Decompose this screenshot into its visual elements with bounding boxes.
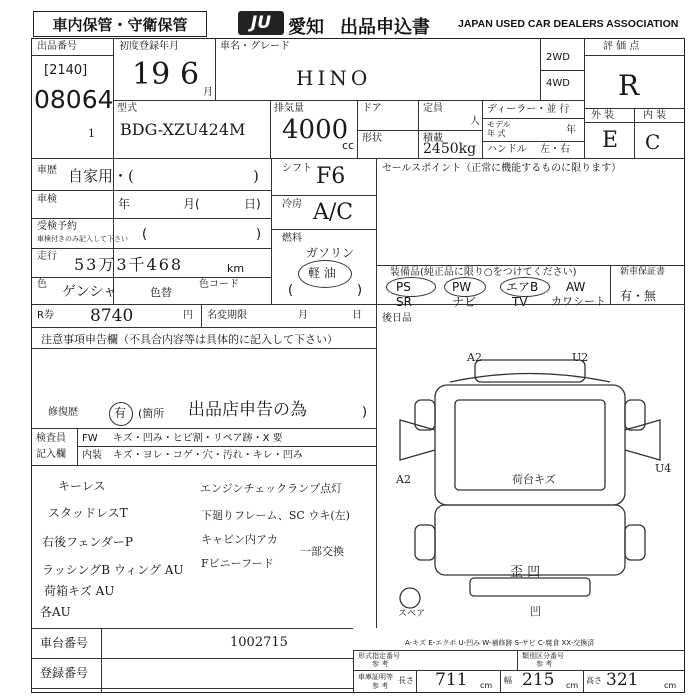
equip-leather[interactable]: カワシート xyxy=(551,295,606,308)
fuel-value: ガソリン xyxy=(306,246,355,260)
load-value: 2450kg xyxy=(423,141,477,157)
remark-4: ラッシングB ウィング AU xyxy=(42,563,184,577)
lot-code: [2140] xyxy=(44,63,88,78)
remark-10: Fビニーフード xyxy=(201,557,274,570)
airbag-circle xyxy=(500,277,550,297)
name-change-day: 日 xyxy=(352,310,362,321)
assoc-name: JAPAN USED CAR DEALERS ASSOCIATION xyxy=(458,18,679,30)
mileage-unit: km xyxy=(227,262,245,275)
lot-number: 08064 xyxy=(34,85,114,114)
year-unit: 年 xyxy=(566,125,576,136)
diag-label-bottom: 凹 xyxy=(530,605,541,618)
displacement-value: 4000 xyxy=(282,115,349,145)
dims-label: 車庫証明等 xyxy=(358,673,393,681)
inspector-fw: FW xyxy=(82,433,98,444)
logo-text: JU xyxy=(250,13,272,33)
remark-8: 下廻りフレーム、SC ウキ(左) xyxy=(201,509,350,522)
inspection-month: 月( xyxy=(183,197,200,211)
exterior-value: E xyxy=(602,128,619,153)
repair-label: 修復歴 xyxy=(48,407,78,418)
repair-location-label: (箇所 xyxy=(138,407,165,420)
class-spec-ref: 参 考 xyxy=(536,660,553,668)
remark-6: 各AU xyxy=(40,605,71,619)
fuel-value-2: 軽 油 xyxy=(308,266,336,280)
height-label: 高さ xyxy=(586,676,602,685)
fuel-diesel-circle xyxy=(298,260,352,288)
fuel-close: ) xyxy=(357,283,363,298)
color-value: ゲンシャ xyxy=(62,284,118,300)
shape-spec-ref: 参 考 xyxy=(372,660,389,668)
diag-label-top-left: A2 xyxy=(467,351,482,364)
length-label: 長さ xyxy=(398,676,414,685)
chassis-value: 1002715 xyxy=(230,635,288,650)
rating-label: 評 価 点 xyxy=(603,41,640,52)
repair-location-value: 出品店申告の為 xyxy=(188,400,307,420)
diag-spare-label: スペア xyxy=(398,609,426,619)
recycle-value: 8740 xyxy=(90,306,134,326)
repair-answer: 有 xyxy=(114,406,127,420)
reg-number-label: 登録番号 xyxy=(40,666,89,680)
repair-close: ) xyxy=(362,405,368,420)
equip-tv[interactable]: TV xyxy=(512,295,528,309)
acceptance-label: 受検予約 xyxy=(37,221,77,232)
storage-label: 車内保管・守衛保管 xyxy=(52,15,188,34)
interior-value: C xyxy=(645,130,661,154)
diag-label-right: U4 xyxy=(655,462,672,475)
shift-label: シフト xyxy=(282,163,312,174)
sales-point-label: セールスポイント（正常に機能するものに限ります） xyxy=(382,163,622,174)
shape-label: 形状 xyxy=(362,133,382,144)
equip-airbag[interactable]: エアB xyxy=(506,280,539,294)
name-change-month: 月 xyxy=(298,310,308,321)
org-name: 愛知 xyxy=(288,17,324,38)
mileage-label: 走行 xyxy=(37,251,57,262)
shift-value: F6 xyxy=(316,164,346,189)
drive-2wd[interactable]: 2WD xyxy=(546,52,570,63)
recycle-label: R券 xyxy=(37,310,54,321)
inspector-label: 検査員 xyxy=(36,433,66,444)
equip-pw[interactable]: PW xyxy=(452,280,472,294)
capacity-unit: 人 xyxy=(470,116,480,127)
equip-ps[interactable]: PS xyxy=(396,280,411,294)
warranty-label: 新車保証書 xyxy=(620,267,666,277)
remark-note: 一部交換 xyxy=(300,545,344,558)
inspection-day: 日) xyxy=(244,197,261,211)
remark-3: 右後フェンダーP xyxy=(42,535,133,549)
doors-label: ドア xyxy=(362,103,382,114)
inspection-year: 年 xyxy=(118,197,131,211)
ju-logo xyxy=(238,11,284,35)
first-reg-label: 初度登録年月 xyxy=(119,41,179,52)
capacity-label: 定員 xyxy=(423,103,443,114)
handle-options[interactable]: 左・右 xyxy=(540,144,570,155)
ps-circle xyxy=(386,277,436,297)
first-reg-month: 6 xyxy=(180,57,200,92)
storage-label-box xyxy=(33,11,207,37)
length-value: 711 xyxy=(435,670,468,690)
diag-label-left: A2 xyxy=(396,473,411,486)
car-name-value: HINO xyxy=(296,66,372,90)
shape-spec-label: 形式指定番号 xyxy=(358,652,400,660)
recycle-unit: 円 xyxy=(183,310,193,321)
dims-ref: 参 考 xyxy=(372,682,389,690)
handle-label: ハンドル xyxy=(487,144,527,155)
ac-value: A/C xyxy=(313,200,354,225)
rating-value: R xyxy=(618,69,640,102)
drive-4wd[interactable]: 4WD xyxy=(546,78,570,89)
class-spec-label: 類別区分番号 xyxy=(522,652,564,660)
acceptance-close: ) xyxy=(256,227,262,242)
color-change: 色替 xyxy=(150,286,172,299)
model-label: 型式 xyxy=(117,103,137,114)
color-label: 色 xyxy=(37,279,47,290)
remark-5: 荷箱キズ AU xyxy=(44,584,115,598)
inspection-label: 車検 xyxy=(37,194,57,205)
interior-label: 内 装 xyxy=(643,110,667,121)
inspector-label-2: 記入欄 xyxy=(36,449,66,460)
remark-2: スタッドレスT xyxy=(48,506,128,520)
acceptance-open: ( xyxy=(142,227,148,242)
acceptance-note: 車検付きのみ記入して下さい xyxy=(37,235,128,243)
history-close: ) xyxy=(253,167,259,185)
displacement-label: 排気量 xyxy=(274,103,304,114)
equip-aw[interactable]: AW xyxy=(566,280,586,294)
diag-label-lower-center: 歪 凹 xyxy=(510,565,541,580)
inspector-items-1: キズ・凹み・ヒビ割・リペア跡・X 要 xyxy=(113,433,283,444)
history-value: 自家用・( xyxy=(68,167,134,185)
first-reg-month-unit: 月 xyxy=(203,87,213,98)
load-label: 積載 xyxy=(423,133,443,144)
name-change-label: 名変期限 xyxy=(207,310,247,321)
equip-navi[interactable]: ナビ xyxy=(452,295,477,309)
width-value: 215 xyxy=(522,670,555,690)
chassis-label: 車台番号 xyxy=(40,636,89,650)
warranty-options[interactable]: 有・無 xyxy=(620,289,657,303)
diag-label-top-right: U2 xyxy=(572,351,589,364)
displacement-unit: cc xyxy=(342,139,355,152)
dealer-label: ディーラー・並 行 xyxy=(487,104,570,115)
ac-label: 冷房 xyxy=(282,199,302,210)
remark-1: キーレス xyxy=(58,479,106,493)
width-unit: cm xyxy=(566,681,579,690)
memo-label: 後日品 xyxy=(382,313,412,324)
exterior-label: 外 装 xyxy=(591,110,615,121)
fuel-open: ( xyxy=(288,283,294,298)
equip-sr[interactable]: SR xyxy=(396,295,412,309)
history-label: 車歴 xyxy=(37,165,57,176)
notes-label: 注意事項申告欄（不具合内容等は具体的に記入して下さい） xyxy=(41,333,338,346)
lot-tick: 1 xyxy=(88,127,95,140)
inspector-interior: 内装 xyxy=(82,450,102,461)
mileage-value: 53万3千468 xyxy=(74,255,184,274)
first-reg-year: 19 xyxy=(132,57,171,92)
model-year-label: モデル xyxy=(487,120,511,129)
remark-7: エンジンチェックランプ点灯 xyxy=(200,482,343,495)
diag-legend: A-キズ E-エクボ U-凹み W-補修跡 S-サビ C-腐食 XX-交換済 xyxy=(405,639,595,647)
height-value: 321 xyxy=(606,670,639,690)
equipment-label: 装備品(純正品に限り○をつけてください) xyxy=(390,267,577,278)
diag-label-center: 荷台キズ xyxy=(512,473,556,486)
color-code-label: 色コード xyxy=(199,279,239,290)
length-unit: cm xyxy=(480,681,493,690)
pw-circle xyxy=(444,277,486,297)
height-unit: cm xyxy=(664,681,677,690)
remark-9: キャビン内アカ xyxy=(201,533,278,546)
width-label: 幅 xyxy=(504,676,512,685)
year-label: 年 式 xyxy=(487,129,506,138)
doc-title: 出品申込書 xyxy=(340,17,430,38)
fuel-label: 燃料 xyxy=(282,233,302,244)
lot-number-label: 出品番号 xyxy=(37,41,77,52)
car-name-label: 車名・グレード xyxy=(220,41,290,52)
inspector-items-2: キズ・ヨレ・コゲ・穴・汚れ・キレ・凹み xyxy=(113,450,303,461)
model-value: BDG-XZU424M xyxy=(120,120,246,139)
